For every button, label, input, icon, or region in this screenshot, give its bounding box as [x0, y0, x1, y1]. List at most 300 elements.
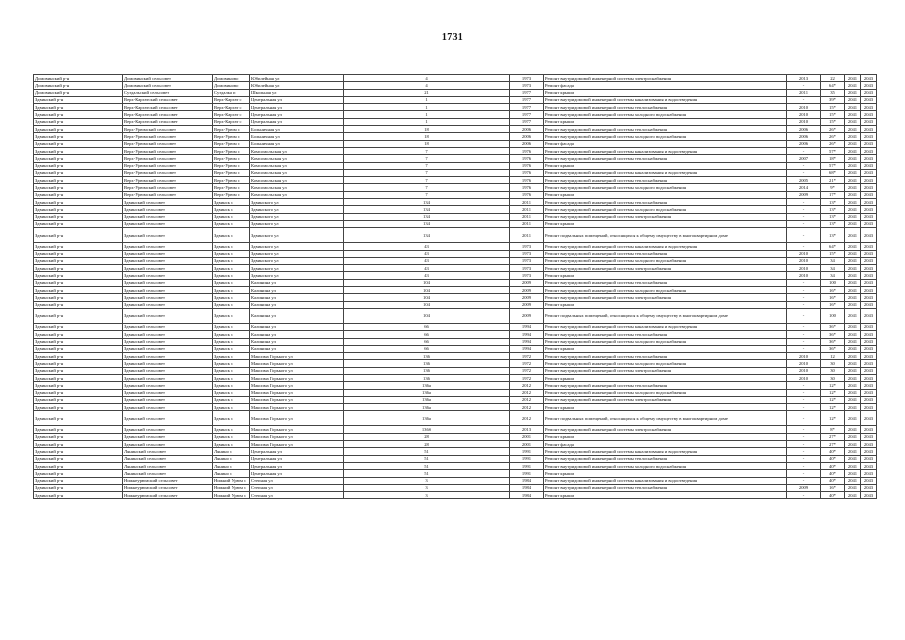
plan-start-year-cell: 2041	[845, 191, 861, 198]
wear-percent-cell: 15*	[821, 250, 845, 257]
wear-percent-cell: 40*	[821, 492, 845, 499]
table-row	[34, 177, 877, 184]
table-row	[34, 213, 877, 220]
build-year-cell: 1973	[510, 257, 544, 264]
table-row	[34, 118, 877, 125]
settlement-cell: Верх-Урюмский сельсовет	[123, 162, 213, 169]
build-year-cell: 2012	[510, 411, 544, 426]
house-number-cell: 7	[344, 155, 510, 162]
settlement-cell: Здвинский сельсовет	[123, 272, 213, 279]
table-row	[34, 162, 877, 169]
build-year-cell: 1973	[510, 250, 544, 257]
locality-cell: Здвинск с	[213, 250, 250, 257]
wear-percent-cell: 18*	[821, 155, 845, 162]
settlement-cell: Здвинский сельсовет	[123, 404, 213, 411]
street-cell: Максима Горького ул	[250, 396, 344, 403]
house-number-cell: 136	[344, 374, 510, 381]
table-row	[34, 279, 877, 286]
settlement-cell: Верх-Каргатский сельсовет	[123, 96, 213, 103]
locality-cell: Верх-Урюм с	[213, 191, 250, 198]
settlement-cell: Верх-Каргатский сельсовет	[123, 118, 213, 125]
locality-cell: Верх-Урюм с	[213, 155, 250, 162]
wear-percent-cell: 34	[821, 272, 845, 279]
plan-end-year-cell: 2043	[861, 411, 877, 426]
last-repair-year-cell: -	[787, 287, 821, 294]
plan-end-year-cell: 2043	[861, 345, 877, 352]
build-year-cell: 1977	[510, 89, 544, 96]
last-repair-year-cell: -	[787, 199, 821, 206]
plan-end-year-cell: 2043	[861, 147, 877, 154]
repair-work-cell: Ремонт внутридомовой инженерной системы электроснабжения	[544, 294, 787, 301]
district-cell: Здвинский р-н	[34, 331, 123, 338]
build-year-cell: 1977	[510, 118, 544, 125]
locality-cell: Здвинск с	[213, 279, 250, 286]
house-number-cell: 136а	[344, 382, 510, 389]
last-repair-year-cell: -	[787, 213, 821, 220]
wear-percent-cell: 16*	[821, 294, 845, 301]
settlement-cell: Верх-Урюмский сельсовет	[123, 133, 213, 140]
build-year-cell: 1977	[510, 96, 544, 103]
settlement-cell: Здвинский сельсовет	[123, 338, 213, 345]
settlement-cell: Верх-Урюмский сельсовет	[123, 126, 213, 133]
last-repair-year-cell: -	[787, 220, 821, 227]
street-cell: Здвинского ул	[250, 243, 344, 250]
street-cell: Здвинского ул	[250, 265, 344, 272]
plan-start-year-cell: 2041	[845, 441, 861, 448]
repair-work-cell: Ремонт внутридомовой инженерной системы теплоснабжения	[544, 484, 787, 491]
house-number-cell: 3	[344, 492, 510, 499]
plan-end-year-cell: 2043	[861, 389, 877, 396]
plan-end-year-cell: 2043	[861, 126, 877, 133]
repair-work-cell: Ремонт внутридомовой инженерной системы теплоснабжения	[544, 126, 787, 133]
last-repair-year-cell: -	[787, 345, 821, 352]
plan-start-year-cell: 2041	[845, 382, 861, 389]
district-cell: Здвинский р-н	[34, 199, 123, 206]
plan-start-year-cell: 2041	[845, 360, 861, 367]
house-number-cell: 43	[344, 272, 510, 279]
repair-work-cell: Ремонт внутридомовой инженерной системы холодного водоснабжения	[544, 360, 787, 367]
settlement-cell: Здвинский сельсовет	[123, 287, 213, 294]
settlement-cell: Здвинский сельсовет	[123, 396, 213, 403]
last-repair-year-cell: -	[787, 82, 821, 89]
locality-cell: Здвинск с	[213, 374, 250, 381]
repair-work-cell: Ремонт подвальных помещений, относящихся к общему имуществу в многоквартирном доме	[544, 411, 787, 426]
last-repair-year-cell: -	[787, 492, 821, 499]
table-row	[34, 367, 877, 374]
plan-end-year-cell: 2043	[861, 111, 877, 118]
wear-percent-cell: 39*	[821, 96, 845, 103]
district-cell: Здвинский р-н	[34, 338, 123, 345]
wear-percent-cell: 26*	[821, 140, 845, 147]
street-cell: Больничная ул	[250, 140, 344, 147]
plan-end-year-cell: 2043	[861, 294, 877, 301]
build-year-cell: 1973	[510, 272, 544, 279]
district-cell: Здвинский р-н	[34, 96, 123, 103]
table-row	[34, 287, 877, 294]
plan-start-year-cell: 2041	[845, 250, 861, 257]
table-row	[34, 301, 877, 308]
plan-start-year-cell: 2041	[845, 353, 861, 360]
plan-end-year-cell: 2043	[861, 308, 877, 323]
house-number-cell: 7	[344, 191, 510, 198]
table-row	[34, 462, 877, 469]
table-row	[34, 455, 877, 462]
build-year-cell: 1991	[510, 470, 544, 477]
plan-start-year-cell: 2041	[845, 455, 861, 462]
street-cell: Школьная ул	[250, 89, 344, 96]
last-repair-year-cell: -	[787, 433, 821, 440]
wear-percent-cell: 57*	[821, 162, 845, 169]
street-cell: Здвинского ул	[250, 220, 344, 227]
locality-cell: Лянино с	[213, 448, 250, 455]
table-row	[34, 345, 877, 352]
build-year-cell: 1972	[510, 374, 544, 381]
build-year-cell: 1984	[510, 492, 544, 499]
repair-work-cell: Ремонт крыши	[544, 301, 787, 308]
district-cell: Здвинский р-н	[34, 404, 123, 411]
house-number-cell: 3	[344, 477, 510, 484]
wear-percent-cell: 40*	[821, 470, 845, 477]
house-number-cell: 66	[344, 345, 510, 352]
plan-end-year-cell: 2043	[861, 82, 877, 89]
table-row	[34, 228, 877, 243]
house-number-cell: 43	[344, 243, 510, 250]
settlement-cell: Здвинский сельсовет	[123, 374, 213, 381]
locality-cell: Домовиново	[213, 75, 250, 82]
locality-cell: Верх-Каргат с	[213, 111, 250, 118]
street-cell: Максима Горького ул	[250, 426, 344, 433]
wear-percent-cell: 12*	[821, 411, 845, 426]
build-year-cell: 1972	[510, 353, 544, 360]
repair-work-cell: Ремонт внутридомовой инженерной системы канализования и водоотведения	[544, 243, 787, 250]
district-cell: Домовинский р-н	[34, 89, 123, 96]
last-repair-year-cell: 2006	[787, 140, 821, 147]
plan-end-year-cell: 2043	[861, 243, 877, 250]
last-repair-year-cell: -	[787, 411, 821, 426]
house-number-cell: 104	[344, 308, 510, 323]
repair-work-cell: Ремонт крыши	[544, 272, 787, 279]
last-repair-year-cell: -	[787, 169, 821, 176]
repair-work-cell: Ремонт крыши	[544, 118, 787, 125]
table-row	[34, 433, 877, 440]
plan-end-year-cell: 2043	[861, 228, 877, 243]
table-row	[34, 484, 877, 491]
plan-start-year-cell: 2041	[845, 345, 861, 352]
table-row	[34, 147, 877, 154]
district-cell: Здвинский р-н	[34, 477, 123, 484]
wear-percent-cell: 15*	[821, 118, 845, 125]
last-repair-year-cell: 2009	[787, 191, 821, 198]
last-repair-year-cell: -	[787, 162, 821, 169]
wear-percent-cell: 13*	[821, 199, 845, 206]
house-number-cell: 51	[344, 470, 510, 477]
settlement-cell: Здвинский сельсовет	[123, 345, 213, 352]
settlement-cell: Верх-Каргатский сельсовет	[123, 111, 213, 118]
last-repair-year-cell: -	[787, 243, 821, 250]
plan-end-year-cell: 2043	[861, 155, 877, 162]
street-cell: Максима Горького ул	[250, 374, 344, 381]
plan-end-year-cell: 2043	[861, 75, 877, 82]
build-year-cell: 2009	[510, 287, 544, 294]
last-repair-year-cell: -	[787, 462, 821, 469]
plan-start-year-cell: 2041	[845, 75, 861, 82]
repair-work-cell: Ремонт внутридомовой инженерной системы канализования и водоотведения	[544, 477, 787, 484]
plan-start-year-cell: 2041	[845, 404, 861, 411]
table-row	[34, 448, 877, 455]
build-year-cell: 1973	[510, 265, 544, 272]
house-number-cell: 51	[344, 462, 510, 469]
last-repair-year-cell: 2010	[787, 250, 821, 257]
district-cell: Здвинский р-н	[34, 462, 123, 469]
build-year-cell: 1976	[510, 184, 544, 191]
settlement-cell: Здвинский сельсовет	[123, 353, 213, 360]
street-cell: Калинина ул	[250, 331, 344, 338]
locality-cell: Здвинск с	[213, 396, 250, 403]
repair-work-cell: Ремонт внутридомовой инженерной системы электроснабжения	[544, 213, 787, 220]
wear-percent-cell: 34	[821, 265, 845, 272]
district-cell: Здвинский р-н	[34, 389, 123, 396]
house-number-cell: 136	[344, 353, 510, 360]
district-cell: Здвинский р-н	[34, 455, 123, 462]
house-number-cell: 43	[344, 257, 510, 264]
street-cell: Калинина ул	[250, 287, 344, 294]
last-repair-year-cell: 2010	[787, 104, 821, 111]
plan-end-year-cell: 2043	[861, 169, 877, 176]
house-number-cell: 134	[344, 206, 510, 213]
settlement-cell: Здвинский сельсовет	[123, 228, 213, 243]
house-number-cell: 7	[344, 177, 510, 184]
build-year-cell: 2013	[510, 426, 544, 433]
build-year-cell: 1994	[510, 323, 544, 330]
wear-percent-cell: 16*	[821, 301, 845, 308]
table-row	[34, 206, 877, 213]
repair-work-cell: Ремонт внутридомовой инженерной системы холодного водоснабжения	[544, 184, 787, 191]
house-number-cell: 134	[344, 228, 510, 243]
street-cell: Калинина ул	[250, 323, 344, 330]
build-year-cell: 1994	[510, 345, 544, 352]
build-year-cell: 2011	[510, 220, 544, 227]
table-row	[34, 426, 877, 433]
repair-work-cell: Ремонт внутридомовой инженерной системы холодного водоснабжения	[544, 206, 787, 213]
district-cell: Домовинский р-н	[34, 75, 123, 82]
build-year-cell: 1977	[510, 111, 544, 118]
house-number-cell: 136б	[344, 426, 510, 433]
repair-work-cell: Ремонт внутридомовой инженерной системы холодного водоснабжения	[544, 111, 787, 118]
settlement-cell: Здвинский сельсовет	[123, 301, 213, 308]
build-year-cell: 2012	[510, 389, 544, 396]
locality-cell: Здвинск с	[213, 206, 250, 213]
district-cell: Здвинский р-н	[34, 301, 123, 308]
district-cell: Здвинский р-н	[34, 294, 123, 301]
build-year-cell: 1976	[510, 147, 544, 154]
district-cell: Здвинский р-н	[34, 206, 123, 213]
plan-start-year-cell: 2041	[845, 184, 861, 191]
plan-start-year-cell: 2041	[845, 162, 861, 169]
repair-work-cell: Ремонт внутридомовой инженерной системы холодного водоснабжения	[544, 389, 787, 396]
wear-percent-cell: 36*	[821, 331, 845, 338]
repair-work-cell: Ремонт крыши	[544, 470, 787, 477]
district-cell: Здвинский р-н	[34, 287, 123, 294]
house-number-cell: 104	[344, 301, 510, 308]
plan-end-year-cell: 2043	[861, 177, 877, 184]
plan-end-year-cell: 2043	[861, 470, 877, 477]
street-cell: Максима Горького ул	[250, 389, 344, 396]
plan-start-year-cell: 2041	[845, 96, 861, 103]
table-row	[34, 265, 877, 272]
plan-start-year-cell: 2041	[845, 470, 861, 477]
street-cell: Калинина ул	[250, 279, 344, 286]
build-year-cell: 2001	[510, 433, 544, 440]
house-number-cell: 134	[344, 199, 510, 206]
house-number-cell: 1	[344, 104, 510, 111]
district-cell: Здвинский р-н	[34, 184, 123, 191]
street-cell: Степная ул	[250, 492, 344, 499]
locality-cell: Нижний Урюм с	[213, 484, 250, 491]
wear-percent-cell: 17*	[821, 191, 845, 198]
locality-cell: Здвинск с	[213, 441, 250, 448]
plan-end-year-cell: 2043	[861, 265, 877, 272]
repair-work-cell: Ремонт внутридомовой инженерной системы электроснабжения	[544, 265, 787, 272]
wear-percent-cell: 13*	[821, 220, 845, 227]
wear-percent-cell: 13*	[821, 206, 845, 213]
locality-cell: Верх-Урюм с	[213, 169, 250, 176]
repair-work-cell: Ремонт крыши	[544, 433, 787, 440]
build-year-cell: 2009	[510, 279, 544, 286]
locality-cell: Верх-Урюм с	[213, 177, 250, 184]
plan-start-year-cell: 2041	[845, 294, 861, 301]
repair-work-cell: Ремонт внутридомовой инженерной системы электроснабжения	[544, 396, 787, 403]
street-cell: Комсомольская ул	[250, 177, 344, 184]
street-cell: Максима Горького ул	[250, 411, 344, 426]
plan-end-year-cell: 2043	[861, 484, 877, 491]
settlement-cell: Верх-Урюмский сельсовет	[123, 147, 213, 154]
wear-percent-cell: 40*	[821, 448, 845, 455]
table-row	[34, 411, 877, 426]
locality-cell: Верх-Каргат с	[213, 104, 250, 111]
house-number-cell: 136а	[344, 389, 510, 396]
settlement-cell: Нижнеурюмский сельсовет	[123, 492, 213, 499]
plan-start-year-cell: 2041	[845, 118, 861, 125]
plan-end-year-cell: 2043	[861, 477, 877, 484]
street-cell: Больничная ул	[250, 133, 344, 140]
table-row	[34, 184, 877, 191]
table-row	[34, 126, 877, 133]
settlement-cell: Здвинский сельсовет	[123, 441, 213, 448]
table-row	[34, 441, 877, 448]
district-cell: Здвинский р-н	[34, 265, 123, 272]
build-year-cell: 1991	[510, 462, 544, 469]
wear-percent-cell: 16*	[821, 484, 845, 491]
locality-cell: Здвинск с	[213, 257, 250, 264]
locality-cell: Лянино с	[213, 462, 250, 469]
district-cell: Здвинский р-н	[34, 140, 123, 147]
plan-start-year-cell: 2041	[845, 287, 861, 294]
settlement-cell: Лянинский сельсовет	[123, 448, 213, 455]
settlement-cell: Здвинский сельсовет	[123, 199, 213, 206]
last-repair-year-cell: 2010	[787, 118, 821, 125]
house-number-cell: 104	[344, 294, 510, 301]
last-repair-year-cell: -	[787, 279, 821, 286]
house-number-cell: 66	[344, 338, 510, 345]
locality-cell: Здвинск с	[213, 308, 250, 323]
district-cell: Здвинский р-н	[34, 213, 123, 220]
settlement-cell: Верх-Урюмский сельсовет	[123, 191, 213, 198]
settlement-cell: Здвинский сельсовет	[123, 250, 213, 257]
locality-cell: Здвинск с	[213, 353, 250, 360]
district-cell: Здвинский р-н	[34, 250, 123, 257]
locality-cell: Здвинск с	[213, 411, 250, 426]
last-repair-year-cell: -	[787, 404, 821, 411]
plan-start-year-cell: 2041	[845, 169, 861, 176]
table-row	[34, 308, 877, 323]
street-cell: Степная ул	[250, 477, 344, 484]
street-cell: Здвинского ул	[250, 206, 344, 213]
plan-start-year-cell: 2041	[845, 228, 861, 243]
build-year-cell: 2006	[510, 126, 544, 133]
last-repair-year-cell: -	[787, 382, 821, 389]
last-repair-year-cell: -	[787, 448, 821, 455]
locality-cell: Лянино с	[213, 455, 250, 462]
last-repair-year-cell: 2010	[787, 257, 821, 264]
district-cell: Здвинский р-н	[34, 162, 123, 169]
repair-schedule-table	[33, 74, 877, 499]
plan-end-year-cell: 2043	[861, 96, 877, 103]
table-row	[34, 155, 877, 162]
settlement-cell: Здвинский сельсовет	[123, 360, 213, 367]
plan-end-year-cell: 2043	[861, 338, 877, 345]
build-year-cell: 2009	[510, 301, 544, 308]
repair-work-cell: Ремонт внутридомовой инженерной системы теплоснабжения	[544, 279, 787, 286]
build-year-cell: 1994	[510, 331, 544, 338]
plan-end-year-cell: 2043	[861, 301, 877, 308]
district-cell: Здвинский р-н	[34, 345, 123, 352]
last-repair-year-cell: 2006	[787, 126, 821, 133]
house-number-cell: 18	[344, 133, 510, 140]
wear-percent-cell: 12*	[821, 389, 845, 396]
district-cell: Здвинский р-н	[34, 492, 123, 499]
settlement-cell: Здвинский сельсовет	[123, 389, 213, 396]
street-cell: Степная ул	[250, 484, 344, 491]
street-cell: Здвинского ул	[250, 257, 344, 264]
build-year-cell: 2006	[510, 140, 544, 147]
plan-end-year-cell: 2043	[861, 133, 877, 140]
plan-start-year-cell: 2041	[845, 331, 861, 338]
settlement-cell: Здвинский сельсовет	[123, 257, 213, 264]
repair-work-cell: Ремонт фасада	[544, 441, 787, 448]
last-repair-year-cell: -	[787, 96, 821, 103]
house-number-cell: 7	[344, 162, 510, 169]
plan-end-year-cell: 2043	[861, 213, 877, 220]
build-year-cell: 2009	[510, 308, 544, 323]
repair-work-cell: Ремонт внутридомовой инженерной системы холодного водоснабжения	[544, 462, 787, 469]
last-repair-year-cell: -	[787, 228, 821, 243]
wear-percent-cell: 26*	[821, 133, 845, 140]
settlement-cell: Верх-Урюмский сельсовет	[123, 184, 213, 191]
build-year-cell: 1976	[510, 162, 544, 169]
last-repair-year-cell: 2014	[787, 184, 821, 191]
wear-percent-cell: 13*	[821, 213, 845, 220]
settlement-cell: Лянинский сельсовет	[123, 462, 213, 469]
plan-end-year-cell: 2043	[861, 191, 877, 198]
table-row	[34, 104, 877, 111]
settlement-cell: Здвинский сельсовет	[123, 411, 213, 426]
house-number-cell: 51	[344, 455, 510, 462]
last-repair-year-cell: -	[787, 396, 821, 403]
street-cell: Калинина ул	[250, 294, 344, 301]
build-year-cell: 1994	[510, 338, 544, 345]
settlement-cell: Лянинский сельсовет	[123, 470, 213, 477]
locality-cell: Домовиново	[213, 82, 250, 89]
